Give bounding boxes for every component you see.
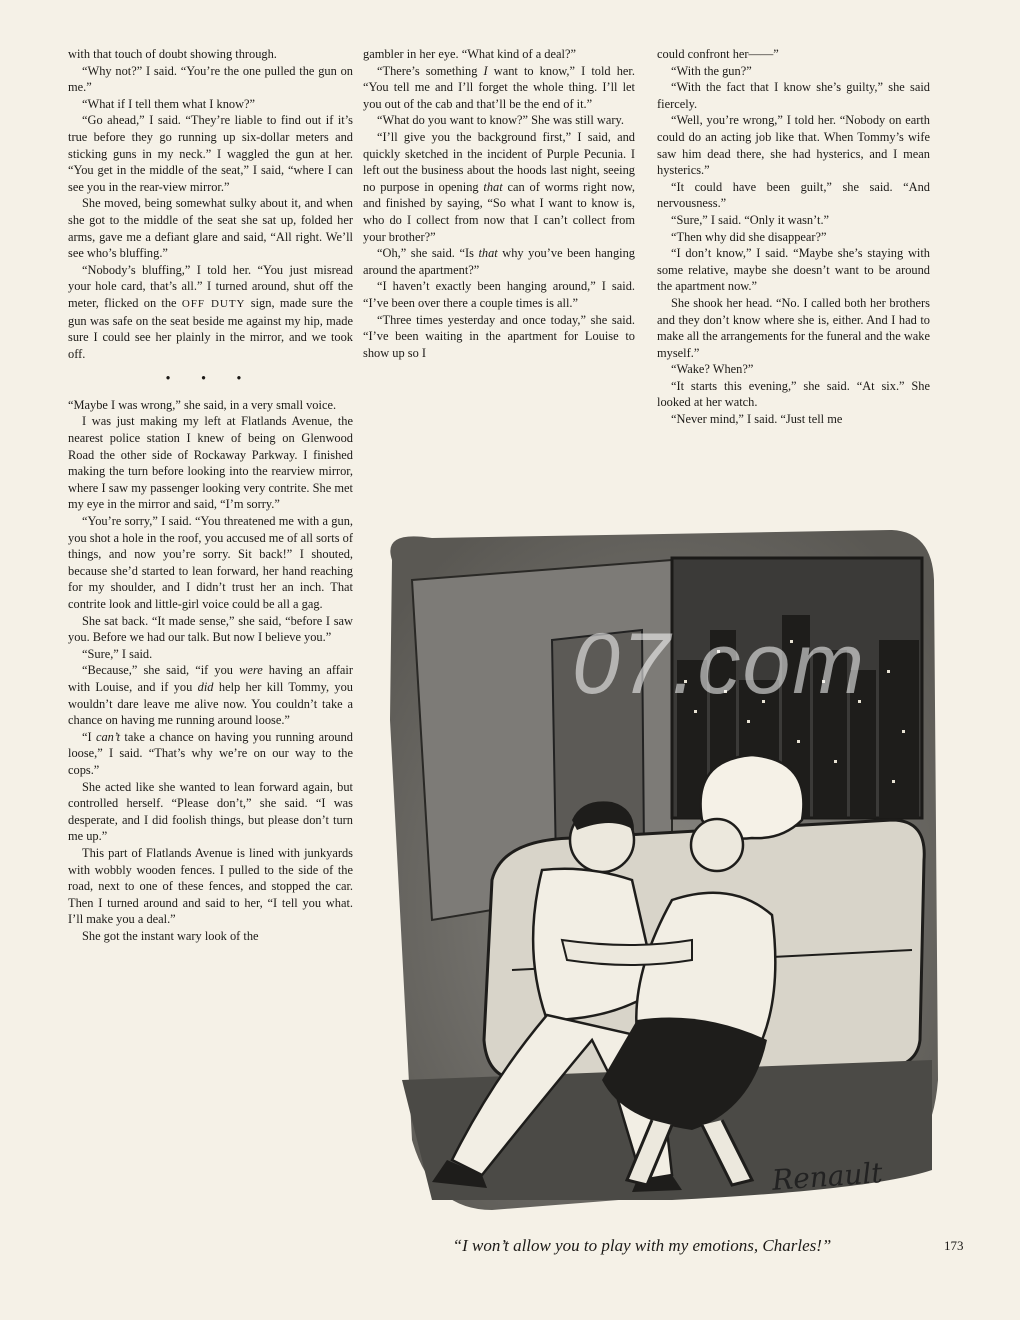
- page-number: 173: [944, 1238, 964, 1253]
- paragraph: “Maybe I was wrong,” she said, in a very small voice.: [68, 397, 337, 412]
- emphasis: were: [239, 663, 263, 678]
- text-run: “There’s something: [377, 63, 478, 78]
- paragraph: “I haven’t exactly been hanging around,” I said. “I’ve been over there a couple times is all.”: [363, 279, 635, 310]
- paragraph: “Well, you’re wrong,” I told her. “Nobody on earth could do an acting job like that. When Tommy’s wife saw him dead there, she had hysterics, and I mean hysterics.”: [657, 113, 930, 178]
- article-column-3: [657, 46, 930, 428]
- text-run: having an affair with Louise, and if you: [68, 663, 353, 694]
- text-run: help her kill Tommy, you wouldn’t dare leave me alive now. You couldn’t take a chance on having me running around loose.”: [68, 679, 353, 728]
- paragraph: She moved, being somewhat sulky about it, and when she got to the middle of the seat she sat up, folded her arms, gave me a defiant glare and said, “All right. We’ll see who’s bluffing.”: [68, 196, 353, 261]
- paragraph: “Why not?” I said. “You’re the one pulled the gun on me.”: [68, 63, 353, 95]
- section-break: • • •: [165, 371, 256, 386]
- emphasis: that: [483, 179, 503, 194]
- emphasis: that: [478, 246, 498, 261]
- paragraph: with that touch of doubt showing through.: [68, 47, 277, 61]
- paragraph: gambler in her eye. “What kind of a deal?”: [363, 47, 576, 61]
- text-run: want to know,” I told her. “You tell me and I’ll forget the whole thing. I’ll let you out of the cab and that’ll be the end of it.”: [363, 63, 635, 111]
- woman-head: [691, 819, 743, 871]
- paragraph: [68, 262, 353, 363]
- paragraph: “Three times yesterday and once today,” she said. “I’ve been waiting in the apartment for Louise to show up so I: [363, 312, 635, 360]
- text-run: take a chance on having you running around loose,” I said. “That’s why we’re on our way to the cops.”: [68, 729, 353, 777]
- paragraph: “I don’t know,” I said. “Maybe she’s staying with some relative, maybe she doesn’t want to be around the apartment now.”: [657, 246, 930, 294]
- emphasis: I: [483, 63, 488, 78]
- text-run: why you’ve been hanging around the apartment?”: [363, 246, 635, 277]
- paragraph: “It could have been guilt,” she said. “And nervousness.”: [657, 179, 930, 211]
- off-duty-sign-text: OFF DUTY: [181, 297, 246, 310]
- watermark-text: 07.com: [572, 616, 867, 712]
- text-run: “Nobody’s bluffing,” I told her. “You just misread your hole card, that’s all.” I turned around, shut off the meter, flicked on the: [68, 262, 353, 310]
- paragraph: “What if I tell them what I know?”: [82, 96, 256, 111]
- paragraph: “With the gun?”: [671, 63, 752, 78]
- paragraph: I was just making my left at Flatlands Avenue, the nearest police station I knew of being on Glenwood Road the other side of Rockaway Parkway. I finished making the turn before looking into the rearview mirror, where I saw my passenger looking very contrite. She met my eye in the mirror and said, “I’m sorry.”: [68, 414, 353, 512]
- paragraph: [363, 245, 635, 278]
- paragraph: This part of Flatlands Avenue is lined with junkyards with wobbly wooden fences. I pulled to the side of the road, next to one of these fences, and stopped the car. Then I turned around and said to her, “I tell you what. I’ll make you a deal.”: [68, 845, 353, 927]
- paragraph: “Sure,” I said. “Only it wasn’t.”: [671, 212, 830, 227]
- text-run: sign, made sure the gun was safe on the seat beside me against my hip, made sure I could see her plainly in the mirror, and we took off.: [68, 295, 353, 361]
- text-run: “I: [82, 729, 92, 744]
- paragraph: She got the instant wary look of the: [82, 928, 259, 943]
- paragraph: “With the fact that I know she’s guilty,” she said fiercely.: [657, 80, 930, 111]
- paragraph: She sat back. “It made sense,” she said, “before I saw you. Before we had our talk. But now I believe you.”: [68, 613, 353, 645]
- paragraph: “Never mind,” I said. “Just tell me: [671, 412, 843, 427]
- text-run: “Oh,” she said. “Is: [377, 246, 474, 261]
- paragraph: “Sure,” I said.: [82, 646, 153, 661]
- illustration-caption: “I won’t allow you to play with my emotions, Charles!”: [452, 1236, 832, 1255]
- artist-signature: Renault: [770, 1156, 884, 1197]
- emphasis: did: [197, 679, 214, 694]
- paragraph: “Go ahead,” I said. “They’re liable to find out if it’s true before they go running up six-dollar meters and sticking guns in my neck.” I waggled the gun at her. “You get in the middle of the seat,” I said, “where I can see you in the rear-view mirror.”: [68, 113, 353, 194]
- emphasis: can’t: [95, 729, 121, 744]
- text-run: can of worms right now, and finished by saying, “So what I want to know is, who do I collect from now that I can’t collect from your brother?”: [363, 179, 635, 244]
- paragraph: could confront her——”: [657, 47, 779, 61]
- text-run: “Because,” she said, “if you: [82, 663, 233, 678]
- paragraph: She acted like she wanted to lean forward again, but controlled herself. “Please don’t,” she said. “I was desperate, and I did foolish things, but please don’t turn me up.”: [68, 779, 353, 844]
- text-run: “I’ll give you the background first,” I said, and quickly sketched in the incident of Purple Pecunia. I left out the business about the hoods last night, seeing no purpose in opening: [363, 129, 635, 194]
- article-column-1: [68, 46, 353, 944]
- paragraph: [363, 63, 635, 113]
- paragraph: [68, 662, 353, 728]
- paragraph: “Then why did she disappear?”: [671, 229, 827, 244]
- paragraph: “You’re sorry,” I said. “You threatened me with a gun, you shot a hole in the roof, you accused me of all sorts of things, and now you’re sorry. Sit back!” I shouted, because she’d started to lean forward, her hand reaching for my shoulder, and I didn’t trust her an inch. That contrite look and little-girl voice could be all a gag.: [68, 514, 353, 611]
- paragraph: “What do you want to know?” She was still wary.: [377, 113, 624, 128]
- article-column-2: [363, 46, 635, 361]
- paragraph: She shook her head. “No. I called both her brothers and they don’t know where she is, either. And I had to make all the arrangements for the funeral and the wake myself.”: [657, 295, 930, 360]
- paragraph: “It starts this evening,” she said. “At six.” She looked at her watch.: [657, 378, 930, 410]
- paragraph: “Wake? When?”: [671, 362, 754, 377]
- paragraph: [363, 129, 635, 245]
- paragraph: [68, 729, 353, 779]
